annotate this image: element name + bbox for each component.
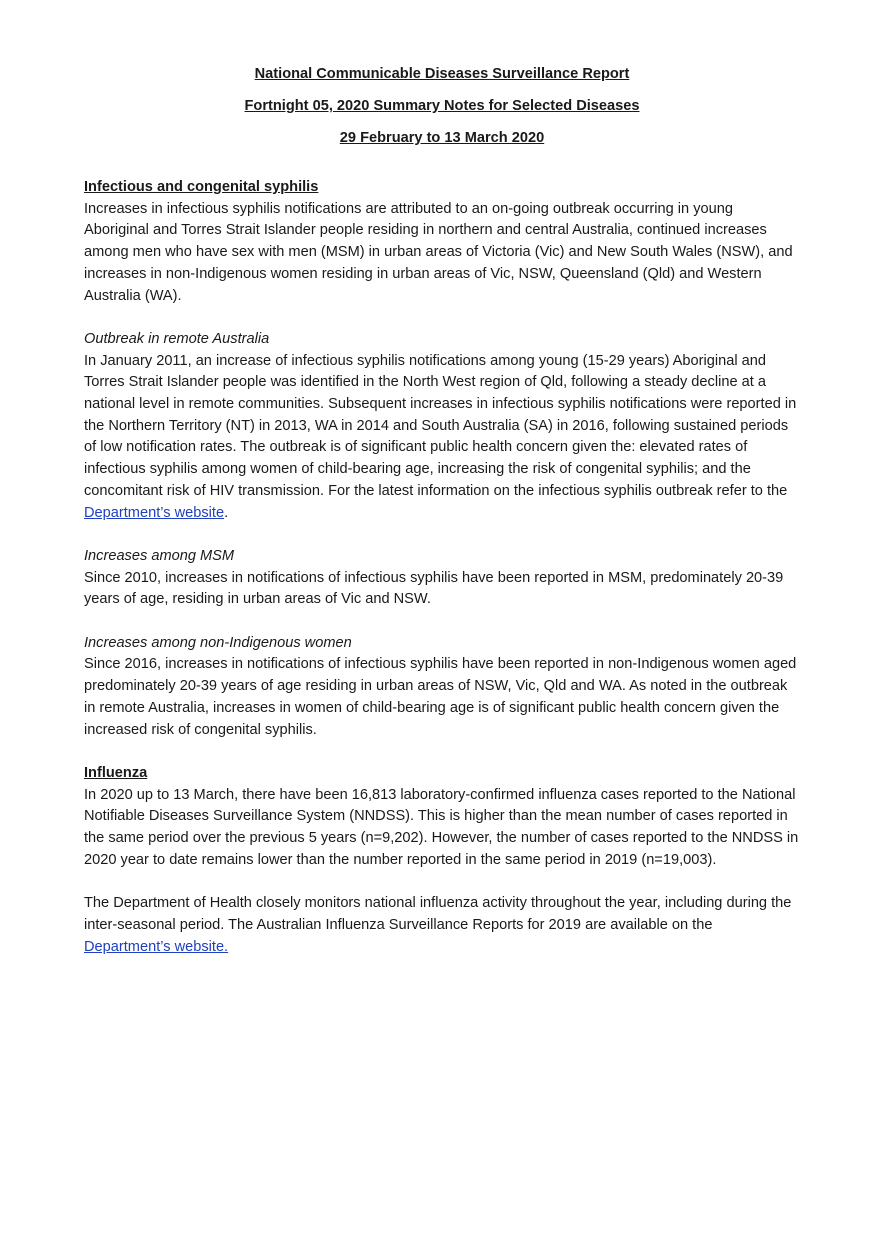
influenza-paragraph-1: In 2020 up to 13 March, there have been 16,813 laboratory-confirmed influenza cases reported to the National Notifiable Diseases Surveillance System (NNDSS). This is higher than the mean number of cases reported in the same period over the previous 5 years (n=9,202). However, the number of cases reported to the NNDSS in 2020 year to date remains lower than the number reported in the same period in 2019 (n=19,003). [84,786,799,868]
women-paragraph: Since 2016, increases in notifications of infectious syphilis have been reported in non-Indigenous women aged predominately 20-39 years of age residing in urban areas of NSW, Vic, Qld and WA. As noted in the outbreak in remote Australia, increases in women of child-bearing age is of significant public health concern given the increased risk of congenital syphilis. [84,656,797,738]
spacer [84,307,800,329]
remote-outbreak-text: In January 2011, an increase of infectious syphilis notifications among young (15-29 years) Aboriginal and Torres Strait Islander people was identified in the North West region of Qld, following a steady decline at a national level in remote communities. Subsequent increases in infectious syphilis notifications were reported in the Northern Territory (NT) in 2013, WA in 2014 and South Australia (SA) in 2016, following sustained periods of low notification rates. The outbreak is of significant public health concern given the: elevated rates of infectious syphilis among women of child-bearing age, increasing the risk of congenital syphilis; and the concomitant risk of HIV transmission. For the latest information on the infectious syphilis outbreak refer to the [84,352,797,499]
syphilis-intro: Increases in infectious syphilis notifications are attributed to an on-going outbreak occurring in young Aboriginal and Torres Strait Islander people residing in northern and central Australia, continued increases among men who have sex with men (MSM) in urban areas of Victoria (Vic) and New South Wales (NSW), and increases in non-Indigenous women residing in urban areas of Vic, NSW, Queensland (Qld) and Western Australia (WA). [84,200,793,304]
document-page [84,64,800,958]
influenza-heading: Influenza [84,764,148,781]
msm-paragraph: Since 2010, increases in notifications of infectious syphilis have been reported in MSM, predominately 20-39 years of age, residing in urban areas of Vic and NSW. [84,569,784,608]
influenza-paragraph-2-text: The Department of Health closely monitors national influenza activity throughout the year, including during the inter-seasonal period. The Australian Influenza Surveillance Reports for 2019 are available on the [84,895,792,933]
remote-outbreak-end: . [224,504,229,521]
influenza-section [84,763,800,958]
syphilis-section [84,177,800,741]
spacer [84,524,800,546]
remote-outbreak-heading: Outbreak in remote Australia [84,330,270,347]
report-header [84,64,800,149]
spacer [84,741,800,763]
remote-outbreak-paragraph [84,351,800,525]
report-date-range: 29 February to 13 March 2020 [339,130,545,146]
department-website-link[interactable]: Department’s website [84,504,225,521]
influenza-department-website-link[interactable]: Department’s website. [84,938,229,955]
spacer [84,611,800,633]
syphilis-heading: Infectious and congenital syphilis [84,179,319,195]
spacer [84,871,800,893]
report-subtitle: Fortnight 05, 2020 Summary Notes for Selected Diseases [244,98,640,114]
msm-heading: Increases among MSM [84,547,235,564]
report-title: National Communicable Diseases Surveillance Report [254,66,630,82]
women-heading: Increases among non-Indigenous women [84,634,352,651]
influenza-paragraph-2 [84,893,800,958]
